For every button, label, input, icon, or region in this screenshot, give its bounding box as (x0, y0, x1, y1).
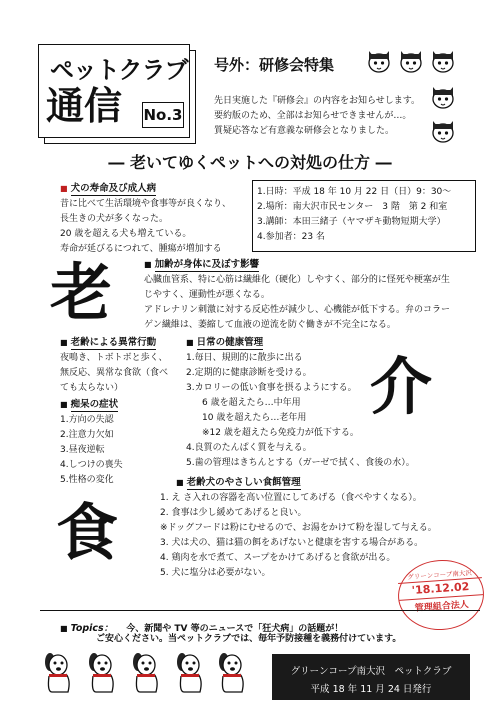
behavior-line: 夜鳴き、トボトボと歩く、 (60, 353, 168, 363)
lifespan-line: 昔に比べて生活環境や食事等が良くなり、 (60, 199, 232, 209)
dementia-line: 2.注意力欠如 (60, 430, 114, 440)
health-line: 6 歳を超えたら…中年用 (202, 398, 301, 408)
kanji-care: 介 (370, 350, 433, 423)
health-line: 2.定期的に健康診断を受ける。 (186, 368, 312, 378)
info-line: 3.講師：本田三緒子（ヤマザキ動物短期大学） (257, 217, 446, 227)
health-line: 1.毎日、規則的に散歩に出る (186, 353, 303, 363)
cat-icon (366, 48, 392, 76)
issue-number: No.3 (142, 102, 184, 128)
aging-line: アドレナリン刺激に対する反応性が減少し、心機能が低下する。弁のコラー (144, 305, 451, 315)
health-line: ※12 歳を超えたら免疫力が低下する。 (202, 428, 359, 438)
publisher-org: グリーンコープ南大沢 ペットクラブ (290, 666, 452, 677)
cat-icon (430, 48, 456, 76)
stamp-date: '18.12.02 (411, 580, 470, 598)
health-line: 4.良質のたんぱく質を与える。 (186, 443, 312, 453)
publisher-box (272, 654, 470, 700)
aging-line: ゲン繊維は、萎縮して血液の逆流を防ぐ働きが不完全になる。 (144, 320, 396, 330)
diet-line: 4. 鶏肉を水で煮て、スープをかけてあげると食欲が出る。 (160, 553, 396, 563)
dementia-line: 5.性格の変化 (60, 475, 114, 485)
intro-line: 先日実施した『研修会』の内容をお知らせします。 (214, 96, 421, 106)
masthead-title-main: 通信 (46, 84, 123, 128)
intro-text (214, 94, 420, 139)
diet-heading: ■ 老齢犬のやさしい食餌管理 (160, 474, 437, 488)
dementia-section (60, 396, 123, 488)
aging-line: 心臓血管系、特に心筋は繊維化（硬化）しやすく、部分的に怪死や梗塞が生 (144, 275, 450, 285)
diet-line: 5. 犬に塩分は必要がない。 (160, 568, 271, 578)
info-line: 1.日時：平成 18 年 10 月 22 日（日）9：30～ (257, 187, 452, 197)
behavior-line: ても太らない） (60, 383, 124, 393)
stamp-top: グリーンコープ南大沢 (397, 567, 482, 584)
publish-date: 平成 18 年 11 月 24 日発行 (310, 684, 432, 695)
dog-icon (172, 650, 208, 694)
behavior-line: 無反応、異常な食欲（食べ (60, 368, 169, 378)
special-issue-label: 号外：研修会特集 (214, 56, 335, 74)
dog-icon (128, 650, 164, 694)
health-line: 5.歯の管理はきちんとする（ガーゼで拭く、食後の水）。 (186, 458, 415, 468)
dementia-line: 1.方向の失認 (60, 415, 114, 425)
diet-line: ※ドッグフードは粉にむせるので、お湯をかけて粉を湿して与える。 (160, 523, 437, 533)
info-line: 2.場所：南大沢市民センター 3 階 第 2 和室 (257, 202, 448, 212)
topics-label: ■ Topics： (60, 623, 113, 634)
info-line: 4.参加者：23 名 (257, 232, 325, 242)
health-section (186, 334, 415, 471)
lifespan-section (60, 180, 231, 257)
diet-line: 1. え さ入れの容器を高い位置にしてあげる（食べやすくなる）。 (160, 493, 422, 503)
lifespan-heading: ■ 犬の寿命及び成人病 (60, 180, 231, 194)
lifespan-line: 長生きの犬が多くなった。 (60, 214, 169, 224)
health-heading: ■ 日常の健康管理 (186, 334, 415, 348)
diet-section (160, 474, 437, 581)
cat-icon (430, 118, 456, 146)
health-line: 10 歳を超えたら…老年用 (202, 413, 307, 423)
dementia-heading: ■ 痴呆の症状 (60, 396, 123, 410)
page-headline: ― 老いてゆくペットへの対処の仕方 ― (108, 153, 392, 172)
diet-line: 3. 犬は犬の、猫は猫の餌をあげないと健康を害する場合がある。 (160, 538, 424, 548)
divider (40, 610, 480, 611)
diet-line: 2. 食事は少し緩めてあげると良い。 (160, 508, 307, 518)
seminar-info-box (252, 180, 476, 252)
dementia-line: 4.しつけの喪失 (60, 460, 123, 470)
health-line: 3.カロリーの低い食事を摂るようにする。 (186, 383, 357, 393)
masthead (38, 44, 196, 144)
behavior-heading: ■ 老齢による異常行動 (60, 334, 168, 348)
aging-line: じやすく、運動性が悪くなる。 (144, 290, 270, 300)
dog-icon (214, 650, 250, 694)
intro-line: 要約版のため、全部はお知らせできませんが…。 (214, 111, 412, 121)
intro-line: 質疑応答など有意義な研修会となりました。 (214, 126, 395, 136)
behavior-section (60, 334, 168, 396)
cat-icon (430, 84, 456, 112)
topics-text: 今、新聞や TV 等のニュースで「狂犬病」の話題が！ (126, 624, 344, 634)
cat-icon (398, 48, 424, 76)
topics-notice: ご安心ください。当ペットクラブでは、毎年予防接種を義務付けています。 (96, 634, 402, 644)
kanji-food: 食 (56, 496, 119, 569)
dog-icon (40, 650, 76, 694)
masthead-title-top: ペットクラブ (50, 56, 188, 84)
lifespan-line: 20 歳を超える犬も増えている。 (60, 229, 192, 239)
aging-section (144, 256, 450, 333)
aging-heading: ■ 加齢が身体に及ぼす影響 (144, 256, 450, 270)
stamp-bottom: 管理組合法人 (399, 594, 484, 615)
dementia-line: 3.昼夜逆転 (60, 445, 105, 455)
kanji-old: 老 (50, 256, 113, 329)
lifespan-line: 寿命が延びるにつれて、腫瘍が増加する (60, 244, 222, 254)
dog-icon (84, 650, 120, 694)
